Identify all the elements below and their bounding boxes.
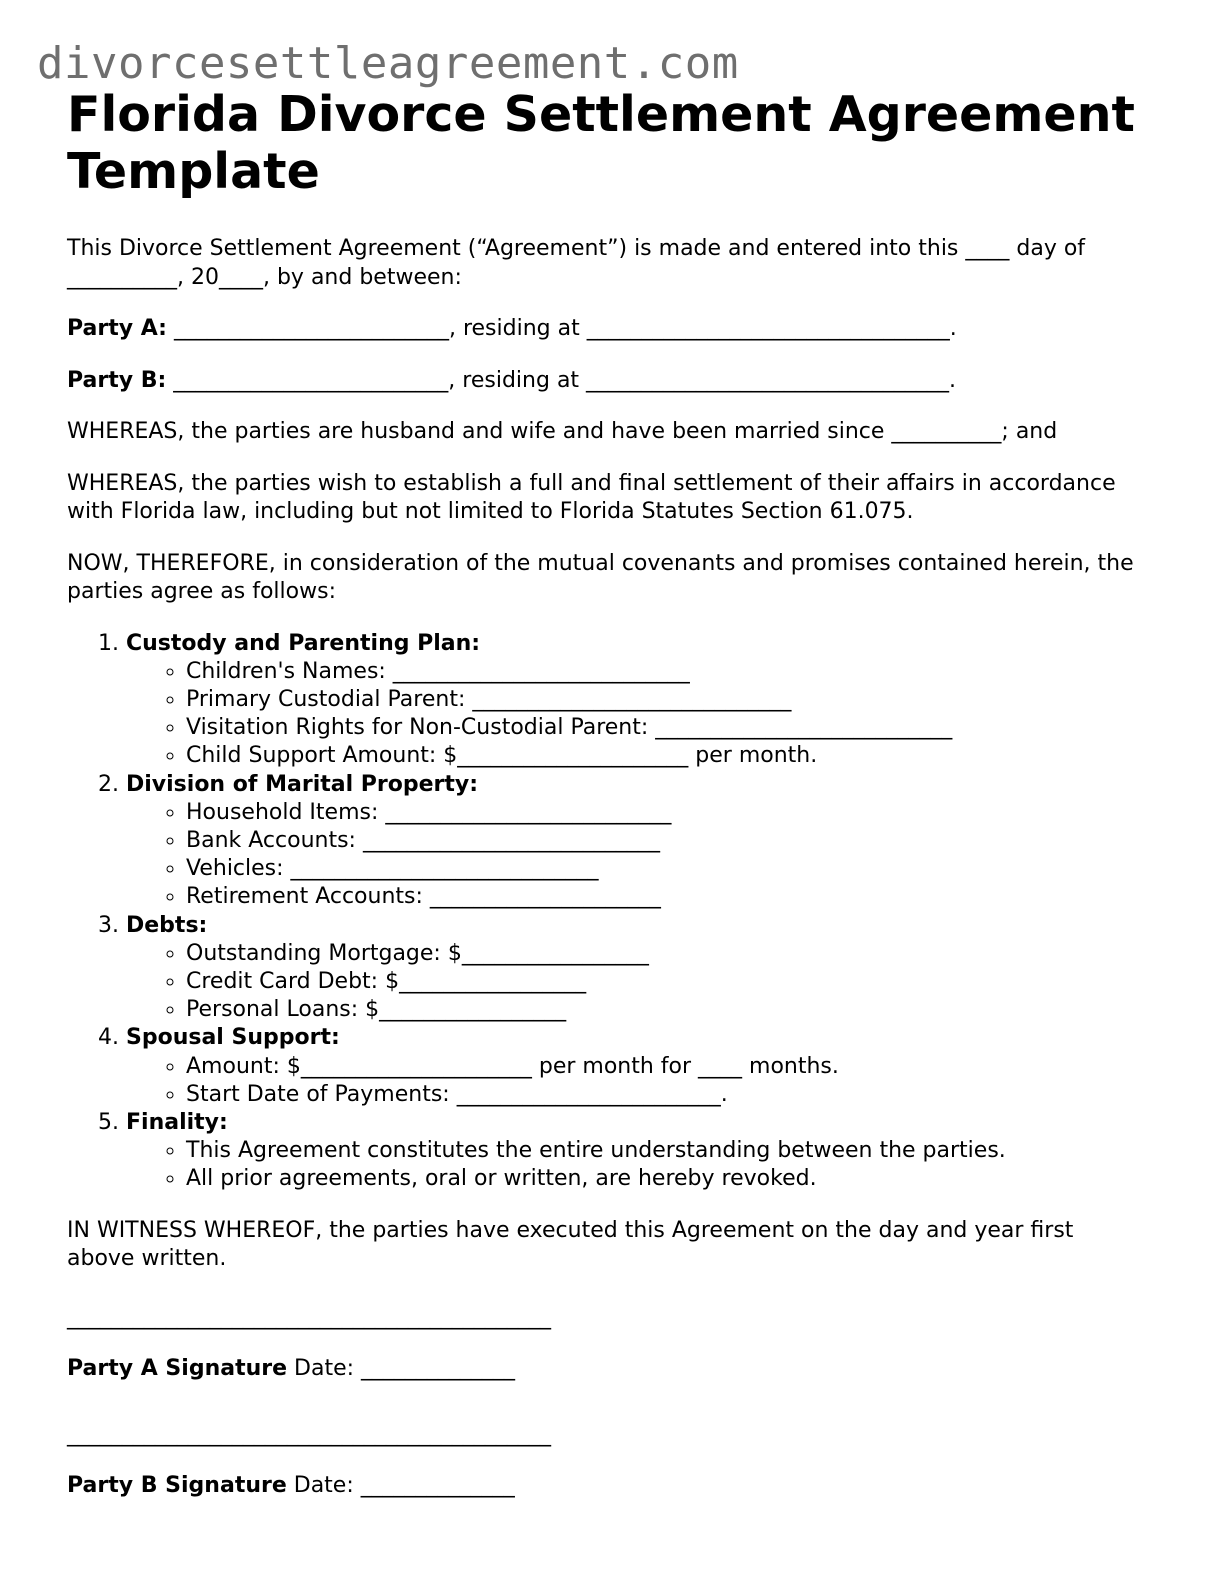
list-item: ◦ Amount: $_____________________ per month for ____ months.	[186, 1053, 1147, 1081]
section-items	[126, 799, 1147, 912]
list-item: ◦ Start Date of Payments: ________________________.	[186, 1081, 1147, 1109]
list-item: ◦ Household Items: __________________________	[186, 799, 1147, 827]
party-a-fields: _________________________, residing at _________________________________.	[166, 316, 957, 341]
list-item: ◦ Retirement Accounts: _____________________	[186, 883, 1147, 911]
list-item: ◦ Outstanding Mortgage: $_________________	[186, 940, 1147, 968]
intro-paragraph: This Divorce Settlement Agreement (“Agreement”) is made and entered into this ____ day of __________, 20____, by and between:	[67, 236, 1086, 290]
list-item: ◦ Primary Custodial Parent: _____________________________	[186, 686, 1147, 714]
list-item: ◦ Vehicles: ____________________________	[186, 855, 1147, 883]
list-item: ◦ This Agreement constitutes the entire understanding between the parties.	[186, 1137, 1147, 1165]
section-items	[126, 658, 1147, 771]
agreement-sections	[67, 630, 1147, 1194]
party-b-fields: _________________________, residing at _________________________________.	[166, 367, 957, 393]
section-spousal-support	[126, 1024, 1147, 1109]
section-heading: Finality:	[126, 1109, 228, 1135]
document-title: Florida Divorce Settlement Agreement Template	[67, 86, 1135, 200]
signature-line-a: ____________________________________________	[67, 1304, 551, 1330]
signature-a-line	[67, 1355, 1147, 1384]
section-property	[126, 771, 1147, 912]
witness-paragraph: IN WITNESS WHEREOF, the parties have executed this Agreement on the day and year first above written.	[67, 1217, 1074, 1272]
list-item: ◦ All prior agreements, oral or written, are hereby revoked.	[186, 1165, 1147, 1193]
section-items	[126, 1053, 1147, 1109]
list-item: ◦ Visitation Rights for Non-Custodial Parent: ___________________________	[186, 714, 1147, 742]
section-debts	[126, 912, 1147, 1025]
now-therefore-paragraph: NOW, THEREFORE, in consideration of the mutual covenants and promises contained herein, the parties agree as follows:	[67, 550, 1134, 604]
signature-b-label: Party B Signature	[67, 1473, 287, 1499]
party-b-line	[67, 367, 1147, 396]
watermark-text: divorcesettleagreement.com	[37, 38, 739, 89]
party-a-line	[67, 315, 1147, 344]
whereas-married: WHEREAS, the parties are husband and wife and have been married since __________; and	[67, 419, 1058, 444]
section-heading: Debts:	[126, 912, 208, 938]
document-page	[67, 86, 1147, 1501]
whereas-settlement: WHEREAS, the parties wish to establish a full and final settlement of their affairs in accordance with Florida law, including but not limited to Florida Statutes Section 61.075.	[67, 470, 1116, 524]
section-heading: Spousal Support:	[126, 1025, 340, 1051]
section-heading: Division of Marital Property:	[126, 771, 479, 797]
list-item: ◦ Credit Card Debt: $_________________	[186, 968, 1147, 996]
list-item: ◦ Child Support Amount: $_____________________ per month.	[186, 742, 1147, 770]
signature-b-line	[67, 1472, 1147, 1501]
list-item: ◦ Personal Loans: $_________________	[186, 996, 1147, 1024]
section-finality	[126, 1109, 1147, 1194]
section-heading: Custody and Parenting Plan:	[126, 630, 481, 656]
party-b-label: Party B:	[67, 367, 167, 393]
list-item: ◦ Bank Accounts: ___________________________	[186, 827, 1147, 855]
signature-b-date: Date: ______________	[286, 1473, 515, 1499]
list-item: ◦ Children's Names: ___________________________	[186, 658, 1147, 686]
section-items	[126, 940, 1147, 1025]
section-items	[126, 1137, 1147, 1193]
signature-a-label: Party A Signature	[67, 1356, 288, 1382]
section-custody	[126, 630, 1147, 771]
signature-line-b: ____________________________________________	[67, 1421, 551, 1447]
party-a-label: Party A:	[67, 316, 167, 341]
signature-a-date: Date: ______________	[287, 1356, 516, 1382]
